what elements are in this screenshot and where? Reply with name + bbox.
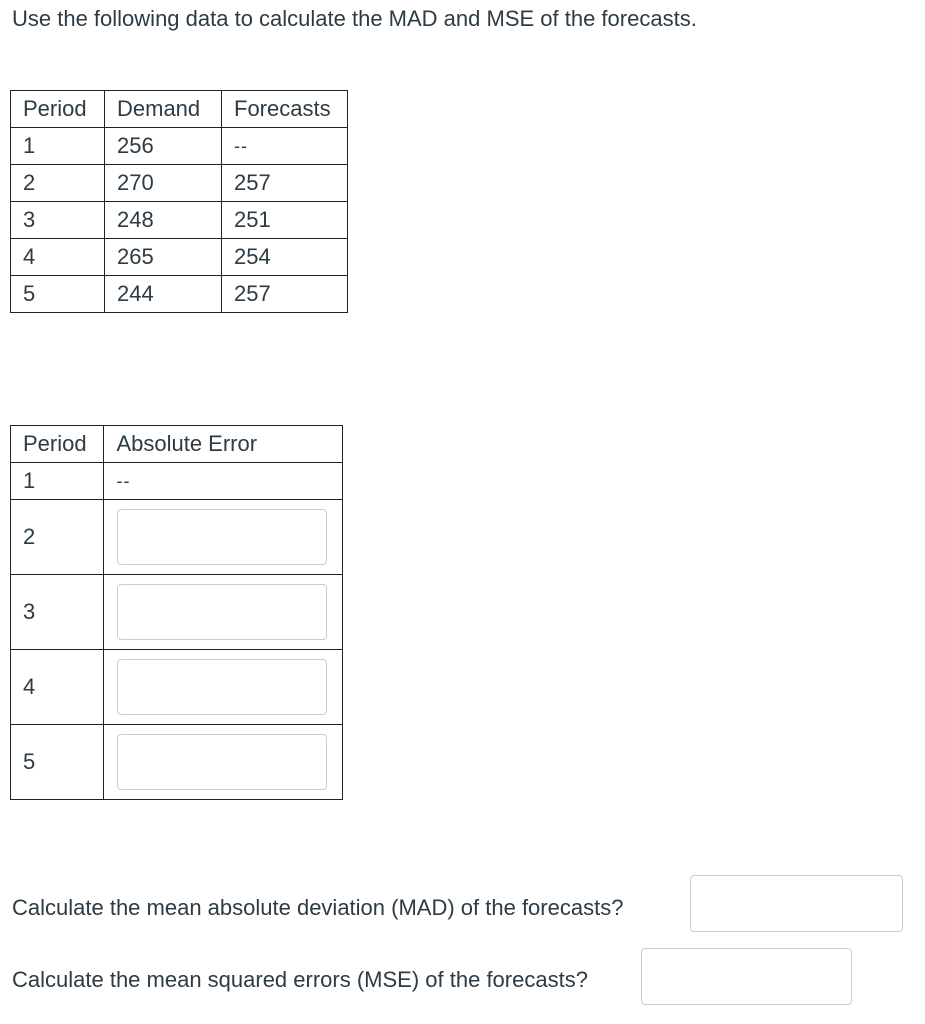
- header-forecasts: Forecasts: [222, 91, 348, 128]
- demand-cell: 248: [105, 202, 222, 239]
- table-row: [11, 725, 343, 800]
- absolute-error-cell: --: [104, 463, 343, 500]
- absolute-error-cell: [104, 650, 343, 725]
- header-period: Period: [11, 426, 104, 463]
- table-row: [11, 239, 348, 276]
- header-demand: Demand: [105, 91, 222, 128]
- demand-cell: 256: [105, 128, 222, 165]
- mse-answer-input[interactable]: [641, 948, 852, 1005]
- table-row: [11, 575, 343, 650]
- table-row: [11, 128, 348, 165]
- mad-question-label: Calculate the mean absolute deviation (MAD) of the forecasts?: [12, 895, 624, 920]
- forecast-cell: 257: [222, 276, 348, 313]
- absolute-error-input-period-5[interactable]: [117, 734, 327, 790]
- absolute-error-input-period-3[interactable]: [117, 584, 327, 640]
- period-cell: 1: [11, 463, 104, 500]
- period-cell: 4: [11, 239, 105, 276]
- table-row: [11, 202, 348, 239]
- demand-cell: 265: [105, 239, 222, 276]
- forecast-cell: 254: [222, 239, 348, 276]
- forecast-cell: 251: [222, 202, 348, 239]
- absolute-error-input-period-2[interactable]: [117, 509, 327, 565]
- header-absolute-error: Absolute Error: [104, 426, 343, 463]
- table-row: [11, 165, 348, 202]
- mse-question-label: Calculate the mean squared errors (MSE) of the forecasts?: [12, 967, 588, 992]
- table-header-row: [11, 91, 348, 128]
- period-cell: 5: [11, 276, 105, 313]
- demand-cell: 244: [105, 276, 222, 313]
- table-row: [11, 650, 343, 725]
- period-cell: 5: [11, 725, 104, 800]
- table-row: [11, 463, 343, 500]
- table-row: [11, 500, 343, 575]
- period-cell: 2: [11, 165, 105, 202]
- period-cell: 1: [11, 128, 105, 165]
- forecast-cell: --: [222, 128, 348, 165]
- absolute-error-cell: [104, 725, 343, 800]
- table-header-row: [11, 426, 343, 463]
- period-cell: 3: [11, 575, 104, 650]
- instruction-text: Use the following data to calculate the MAD and MSE of the forecasts.: [12, 6, 697, 31]
- period-cell: 4: [11, 650, 104, 725]
- header-period: Period: [11, 91, 105, 128]
- absolute-error-table: [10, 425, 343, 800]
- demand-forecast-table: [10, 90, 348, 313]
- period-cell: 3: [11, 202, 105, 239]
- forecast-cell: 257: [222, 165, 348, 202]
- absolute-error-cell: [104, 575, 343, 650]
- demand-cell: 270: [105, 165, 222, 202]
- period-cell: 2: [11, 500, 104, 575]
- absolute-error-cell: [104, 500, 343, 575]
- table-row: [11, 276, 348, 313]
- mad-answer-input[interactable]: [690, 875, 903, 932]
- absolute-error-input-period-4[interactable]: [117, 659, 327, 715]
